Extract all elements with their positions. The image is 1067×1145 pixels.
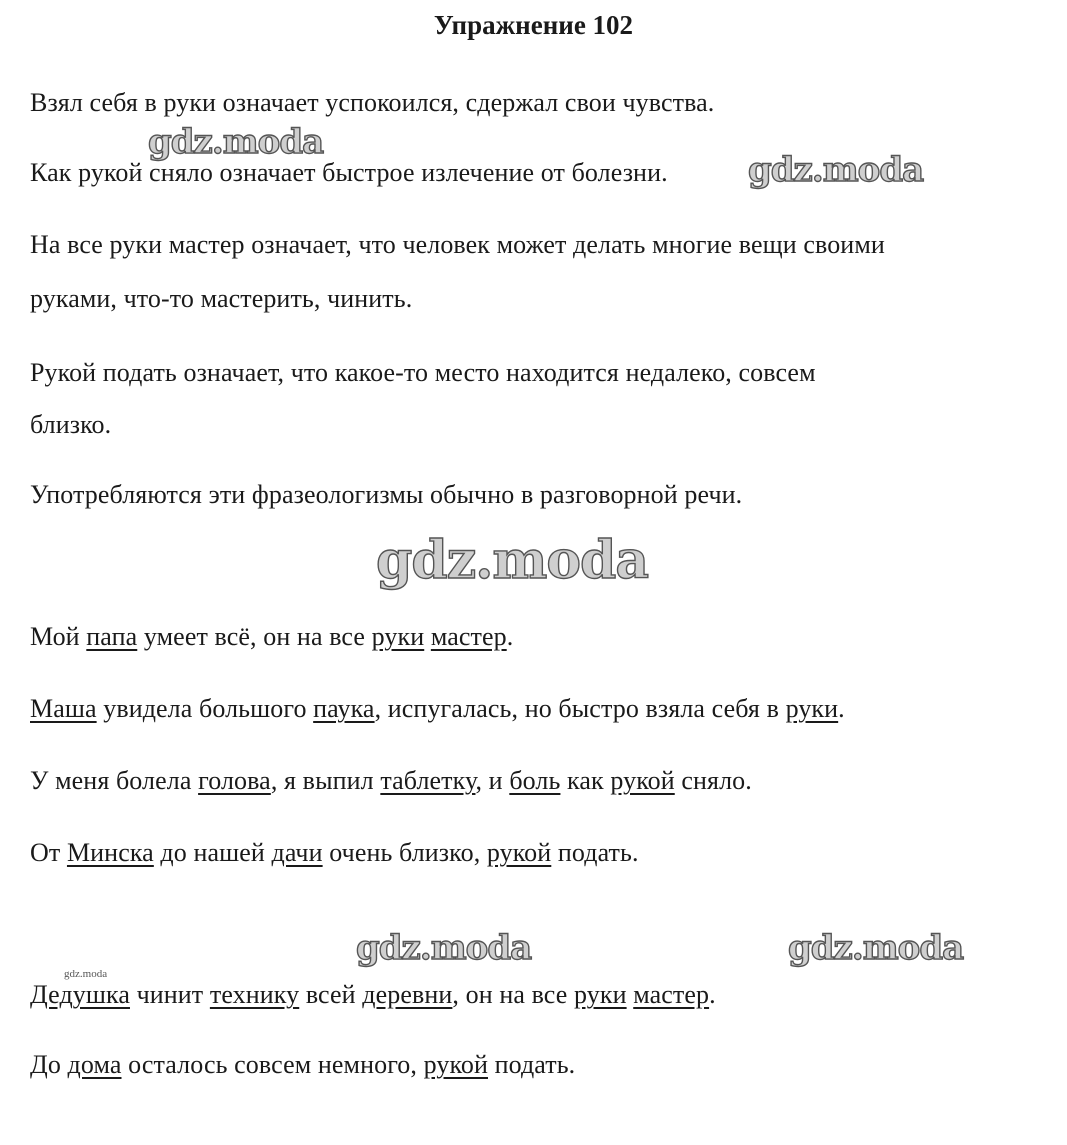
watermark: gdz.moda [356, 928, 532, 968]
paragraph-1: Взял себя в руки означает успокоился, сдержал свои чувства. [30, 88, 715, 117]
sentence-text: До [30, 1050, 68, 1079]
underlined-word: рукой [423, 1050, 488, 1079]
paragraph-3-line-2: руками, что-то мастерить, чинить. [30, 284, 413, 313]
watermark-small: gdz.moda [64, 968, 108, 980]
underlined-word: Маша [30, 694, 97, 723]
example-sentence-1 [30, 622, 513, 652]
underlined-word: рукой [486, 838, 552, 867]
watermark: gdz.moda [376, 530, 649, 591]
example-sentence-3 [30, 766, 752, 796]
underlined-word: технику [209, 980, 300, 1009]
sentence-text: очень близко, [322, 838, 487, 867]
underlined-word: мастер [633, 980, 710, 1009]
sentence-text: . [506, 622, 514, 651]
underlined-word: рукой [610, 766, 675, 795]
watermark: gdz.moda [148, 122, 324, 162]
underlined-word: боль [509, 766, 561, 795]
sentence-text: , и [475, 766, 510, 795]
underlined-word: руки [785, 694, 839, 723]
watermark: gdz.moda [788, 928, 964, 968]
underlined-word: Дедушка [30, 980, 130, 1009]
sentence-text: , испугалась, но быстро взяла себя в [374, 694, 786, 723]
underlined-word: деревни [362, 980, 453, 1009]
underlined-word: таблетку [380, 766, 476, 795]
underlined-word: мастер [430, 622, 507, 651]
example-sentence-2 [30, 694, 845, 724]
sentence-text: увидела большого [96, 694, 314, 723]
sentence-text [424, 622, 431, 651]
sentence-text: как [560, 766, 611, 795]
underlined-word: дома [67, 1050, 122, 1079]
sentence-text: , он на все [452, 980, 574, 1009]
sentence-text: . [709, 980, 716, 1009]
underlined-word: руки [371, 622, 425, 651]
sentence-text: От [30, 838, 67, 867]
sentence-text: всей [299, 980, 363, 1009]
sentence-text: умеет всё, он на все [137, 622, 372, 651]
sentence-text: подать. [551, 838, 639, 867]
paragraph-2: Как рукой сняло означает быстрое излечение от болезни. [30, 158, 668, 187]
underlined-word: паука [313, 694, 375, 723]
underlined-word: голова [198, 766, 271, 795]
sentence-text: У меня болела [30, 766, 199, 795]
paragraph-4-line-2: близко. [30, 410, 112, 439]
sentence-text: . [838, 694, 845, 723]
example-sentence-4 [30, 838, 639, 868]
paragraph-5: Употребляются эти фразеологизмы обычно в разговорной речи. [30, 480, 743, 509]
underlined-word: Минска [66, 838, 154, 867]
sentence-text: сняло. [674, 766, 752, 795]
exercise-title: Упражнение 102 [433, 10, 634, 40]
example-sentence-5 [30, 980, 716, 1010]
sentence-text: осталось совсем немного, [121, 1050, 424, 1079]
underlined-word: папа [86, 622, 138, 651]
example-sentence-6 [30, 1050, 575, 1080]
paragraph-3-line-1: На все руки мастер означает, что человек может делать многие вещи своими [30, 230, 885, 259]
watermark: gdz.moda [748, 150, 924, 190]
sentence-text: , я выпил [270, 766, 381, 795]
paragraph-4-line-1: Рукой подать означает, что какое-то место находится недалеко, совсем [30, 358, 816, 387]
sentence-text: чинит [129, 980, 210, 1009]
underlined-word: руки [574, 980, 627, 1009]
sentence-text: до нашей [153, 838, 272, 867]
sentence-text: Мой [30, 622, 87, 651]
underlined-word: дачи [271, 838, 323, 867]
sentence-text: подать. [488, 1050, 576, 1079]
